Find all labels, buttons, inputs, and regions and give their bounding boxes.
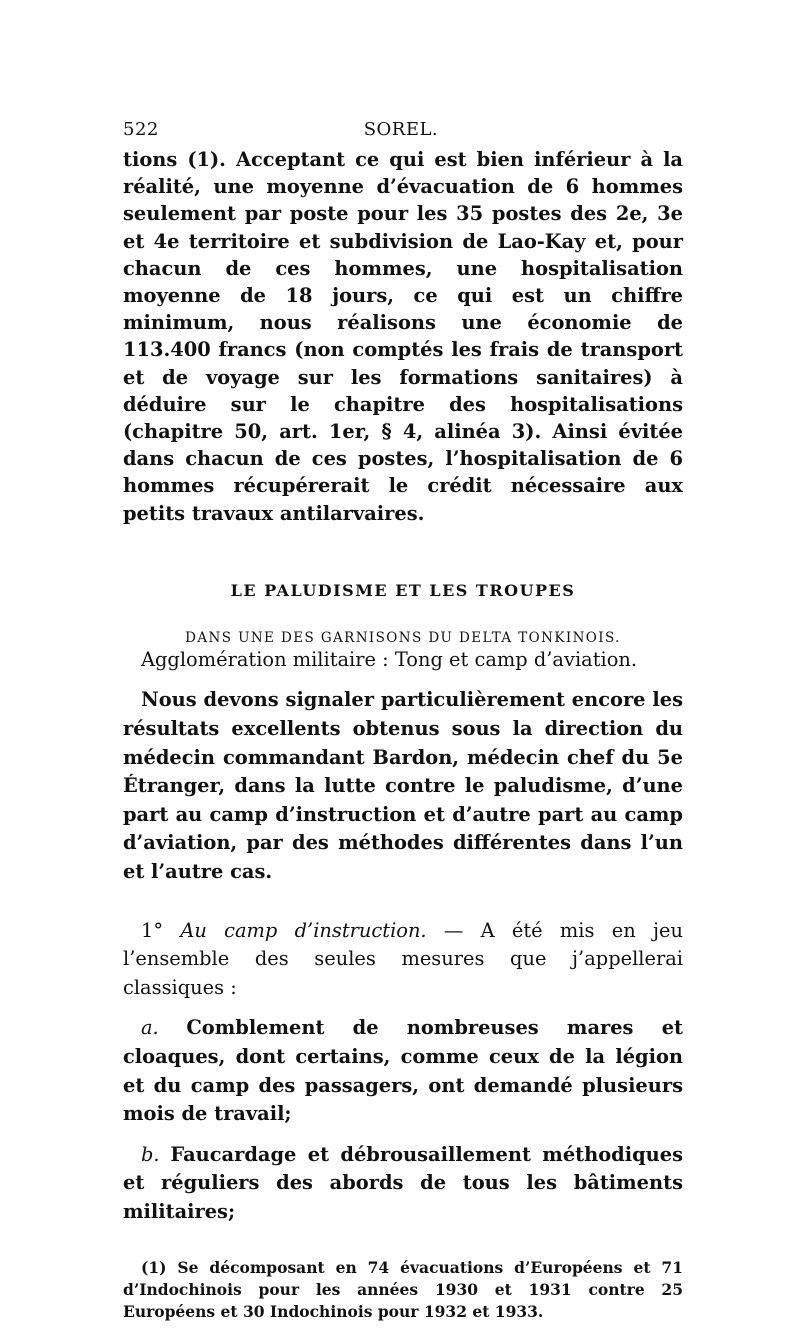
page-header: [123, 112, 683, 146]
running-title: SOREL.: [363, 118, 439, 140]
item-b-letter: b.: [141, 1142, 160, 1166]
agglomeration-line: Agglomération militaire : Tong et camp d’aviation.: [141, 647, 638, 671]
item-a-letter: a.: [141, 1016, 159, 1040]
spacer: [123, 887, 683, 917]
item-a: [123, 1014, 683, 1128]
item-a-text: Comblement de nombreuses mares et cloaques, dont certains, comme ceux de la légion et du camp des passagers, ont demandé plusieurs mois de travail;: [123, 1016, 683, 1126]
item-b-text: Faucardage et débrousaillement méthodiques et réguliers des abords de tous les bâtiments militaires;: [123, 1142, 683, 1223]
paragraph-1: tions (1). Acceptant ce qui est bien inférieur à la réalité, une moyenne d’évacuation de 6 hommes seulement par poste pour les 35 postes des 2e, 3e et 4e territoire et subdivision de Lao-Kay et, pour chacun de ces hommes, une hospitalisation moyenne de 18 jours, ce qui est un chiffre minimum, nous réalisons une économie de 113.400 francs (non comptés les frais de transport et de voyage sur les formations sanitaires) à déduire sur le chapitre des hospitalisations (chapitre 50, art. 1er, § 4, alinéa 3). Ainsi évitée dans chacun de ces postes, l’hospitalisation de 6 hommes récupérerait le crédit nécessaire aux petits travaux antilarvaires.: [123, 148, 683, 525]
item-number: 1°: [141, 918, 164, 942]
spacer: [123, 1002, 683, 1014]
paragraph-2: Nous devons signaler particulièrement encore les résultats excellents obtenus sous la direction du médecin commandant Bardon, médecin chef du 5e Étranger, dans la lutte contre le paludisme, d’une part au camp d’instruction et d’autre part au camp d’aviation, par des méthodes différentes dans l’un et l’autre cas.: [123, 688, 683, 883]
paragraph-3: [123, 917, 683, 1003]
spacer: [123, 674, 683, 686]
paragraph-3-text: — A été mis en jeu l’ensemble des seules mesures que j’appellerai classiques :: [123, 918, 683, 999]
section-title: LE PALUDISME ET LES TROUPES: [230, 580, 576, 600]
page: [123, 112, 683, 1338]
footnote: (1) Se décomposant en 74 évacuations d’Européens et 71 d’Indochinois pour les années 1930 et 1931 contre 25 Européens et 30 Indochinois pour 1932 et 1933.: [123, 1257, 683, 1321]
subsection-label: Au camp d’instruction.: [180, 918, 427, 942]
section-subtitle: DANS UNE DES GARNISONS DU DELTA TONKINOIS.: [185, 629, 621, 646]
spacer: [123, 1129, 683, 1141]
item-b: [123, 1141, 683, 1227]
page-number: 522: [123, 118, 159, 140]
